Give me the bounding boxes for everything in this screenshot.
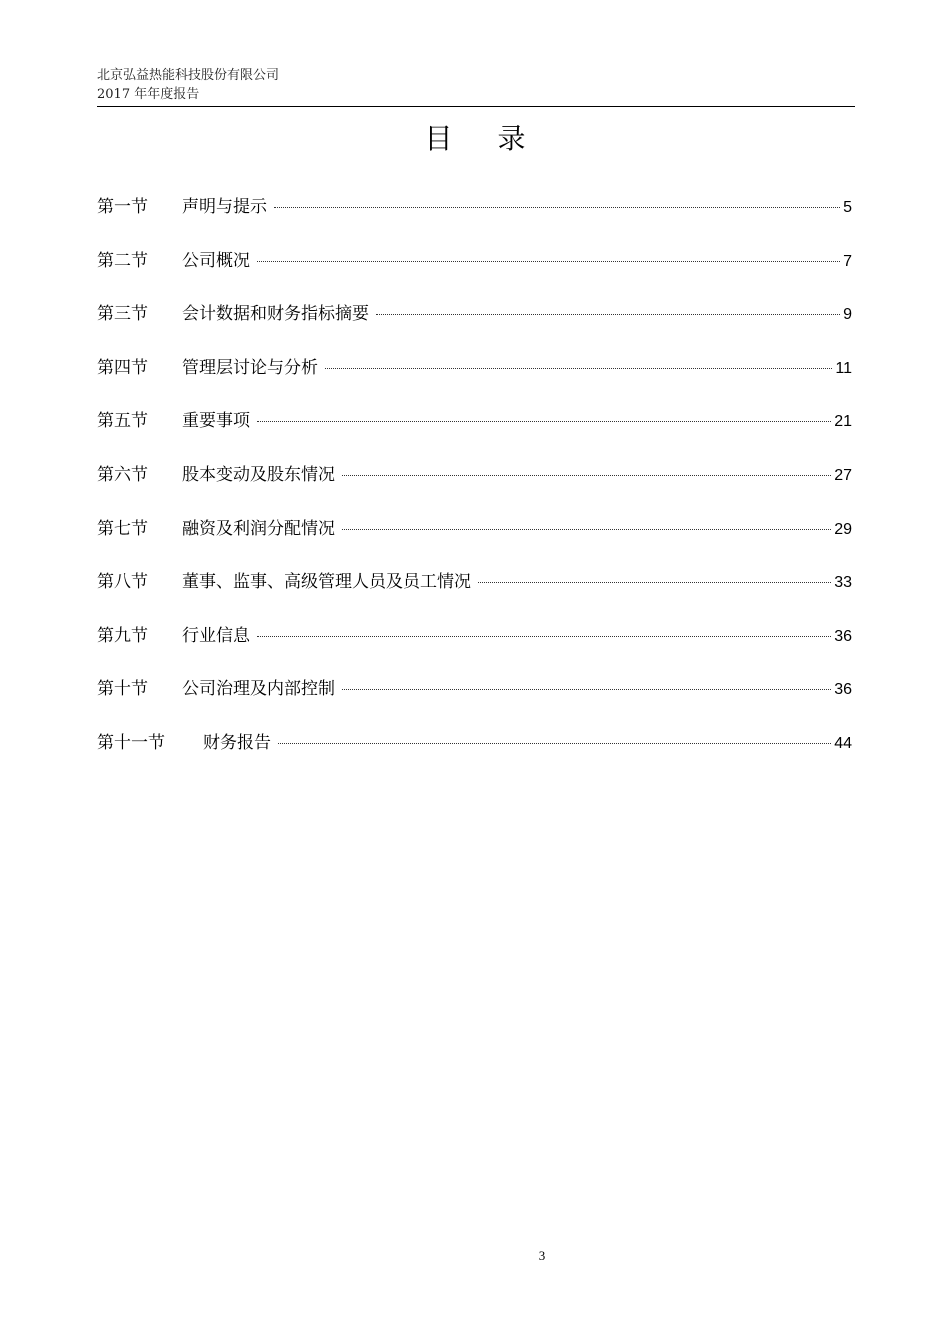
toc-entry[interactable]	[97, 672, 852, 726]
toc-entry[interactable]	[97, 619, 852, 673]
toc-section-number: 第五节	[97, 411, 148, 432]
toc-leader-dots	[342, 475, 831, 476]
toc-entry[interactable]	[97, 190, 852, 244]
toc-title: 目 录	[424, 122, 544, 155]
toc-section-number: 第三节	[97, 304, 148, 325]
header-divider	[97, 106, 855, 107]
toc-section-title: 董事、监事、高级管理人员及员工情况	[182, 572, 471, 593]
toc-entry[interactable]	[97, 297, 852, 351]
toc-leader-dots	[274, 207, 840, 208]
toc-section-number: 第一节	[97, 197, 148, 217]
toc-section-title: 公司治理及内部控制	[182, 679, 335, 700]
toc-section-number: 第六节	[97, 464, 148, 485]
toc-leader-dots	[257, 636, 831, 637]
toc-section-title: 财务报告	[203, 732, 271, 753]
toc-leader-dots	[342, 689, 831, 690]
toc-leader-dots	[278, 743, 831, 744]
toc-page-number: 7	[843, 252, 852, 270]
toc-page-number: 21	[834, 413, 852, 431]
toc-entry[interactable]	[97, 565, 852, 619]
toc-section-title: 声明与提示	[182, 197, 267, 217]
toc-page-number: 36	[834, 681, 852, 699]
report-name: 2017 年年度报告	[97, 87, 200, 102]
toc-leader-dots	[257, 261, 840, 262]
toc-section-title: 重要事项	[182, 411, 250, 432]
toc-entry[interactable]	[97, 244, 852, 298]
table-of-contents	[97, 190, 852, 780]
toc-section-title: 融资及利润分配情况	[182, 518, 335, 539]
toc-entry[interactable]	[97, 726, 852, 780]
toc-leader-dots	[342, 529, 831, 530]
toc-page-number: 9	[843, 306, 852, 324]
toc-section-number: 第七节	[97, 518, 148, 539]
toc-page-number: 5	[843, 199, 852, 216]
toc-section-number: 第九节	[97, 625, 148, 646]
toc-section-title: 股本变动及股东情况	[182, 464, 335, 485]
toc-page-number: 29	[834, 520, 852, 538]
toc-entry[interactable]	[97, 512, 852, 566]
toc-section-title: 行业信息	[182, 625, 250, 646]
toc-section-title: 会计数据和财务指标摘要	[182, 304, 369, 325]
toc-section-title: 公司概况	[182, 250, 250, 271]
toc-entry[interactable]	[97, 404, 852, 458]
toc-section-number: 第二节	[97, 250, 148, 271]
toc-leader-dots	[325, 368, 832, 369]
page-header	[97, 66, 855, 104]
company-name: 北京弘益热能科技股份有限公司	[97, 68, 280, 83]
toc-section-title: 管理层讨论与分析	[182, 357, 318, 378]
toc-section-number: 第十节	[97, 679, 148, 700]
toc-section-number: 第十一节	[97, 732, 165, 753]
toc-section-number: 第四节	[97, 357, 148, 378]
page-number: 3	[538, 1248, 546, 1263]
toc-leader-dots	[478, 582, 831, 583]
toc-page-number: 11	[835, 359, 852, 377]
toc-page-number: 33	[834, 574, 852, 592]
toc-section-number: 第八节	[97, 572, 148, 593]
toc-leader-dots	[376, 314, 840, 315]
toc-leader-dots	[257, 421, 831, 422]
toc-page-number: 27	[834, 466, 852, 484]
toc-entry[interactable]	[97, 351, 852, 405]
toc-entry[interactable]	[97, 458, 852, 512]
toc-page-number: 36	[834, 627, 852, 645]
toc-page-number: 44	[834, 734, 852, 752]
